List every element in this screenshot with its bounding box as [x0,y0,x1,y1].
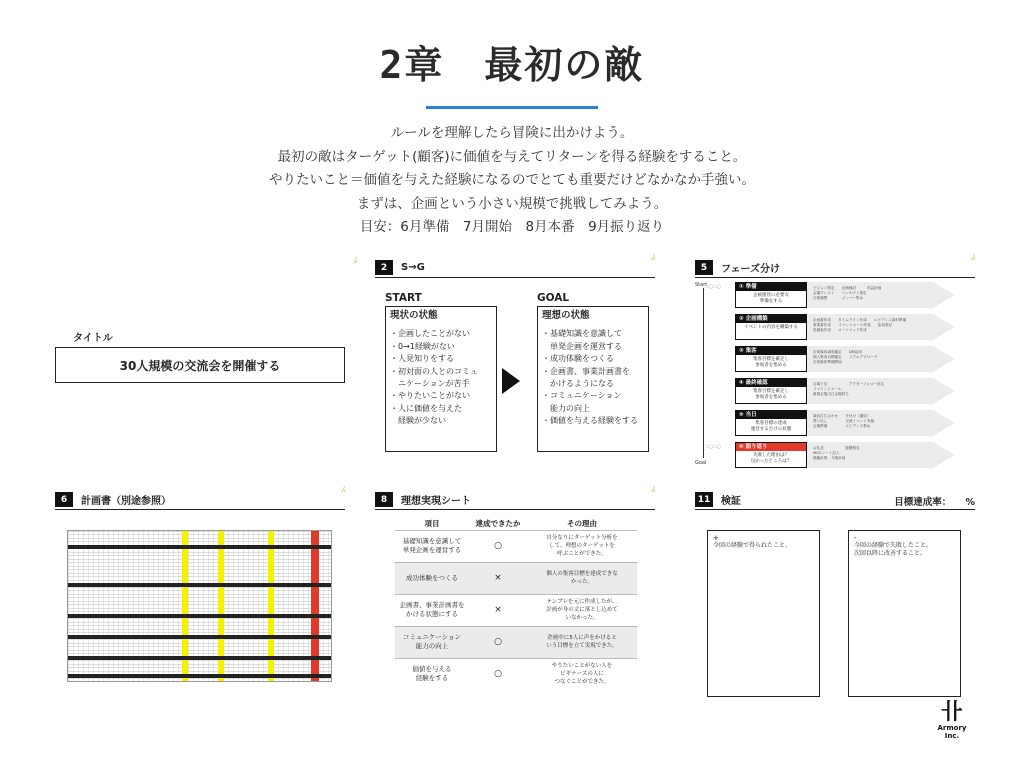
table-row [395,658,637,690]
sheet-section-bar [68,614,331,618]
plus-symbol: + [713,534,719,542]
phase-details: お礼状 経費報告 MOCシート記入 経験計算、今後計画 [813,446,860,460]
phase-name: ① 準備 [736,283,806,291]
intro-line: まずは、企画という小さい規模で挑戦してみよう。 [356,195,668,212]
phase-desc: 集客目標の達成 運営するだけの状態 [750,421,792,432]
phase-details: 最終打ち合わせ 片付け（撤収） 買い出し 交流イベント実施 会場準備 エビデンス集め [813,414,875,428]
phase-details: ビジョン策定 企画検討 収益計画 会場プレスト コンセプト策定 日程調整 メンバー集め [813,286,882,300]
page-title: 2章 最初の敵 [379,43,645,87]
start-sub: 現状の状態 [390,310,438,321]
phase-details: 告知媒体調査確定 DM活用 個人集客目標確定 リアルアプローチ 告知媒体準備開始 [813,350,878,364]
slide-number: 8 [375,492,393,507]
slide-header [695,253,975,278]
row-item: 企画書、事業計画書を かける状態にする [395,594,469,626]
slide-number: 5 [695,260,713,275]
start-box [385,306,497,452]
row-mark: ○ [469,658,527,690]
table-header: 達成できたか [475,519,521,529]
mini-logo-icon: ﾑ [651,485,655,494]
goal-item: ・価値を与える経験をする [542,416,638,426]
arrow-right-icon [502,368,520,394]
goal-item: 単発企画を運営する [542,341,622,351]
slide-title-text: 検証 [721,496,741,507]
phase-side-label: 二〇二〇 [705,444,721,449]
phase-desc: 集客目標を確定し 参加者を集める [753,389,789,400]
slide-number: 6 [55,492,73,507]
mini-logo-icon: ﾑ [971,253,975,262]
slide-number: 11 [695,492,713,507]
phase-name: ⑤ 当日 [736,411,806,419]
goal-column [537,292,649,452]
brand-logo [930,702,974,740]
phase-block [735,314,807,340]
armory-logo-icon: 卝 [940,700,963,725]
phase-row [735,314,960,340]
row-reason: やりたいことがない人を ビギナーズの人に つなぐことができた。 [527,658,637,690]
table-header: 項目 [424,519,440,529]
goal-item: ・企画書、事業計画書を [542,366,630,376]
row-item: 基礎知識を意識して 単発企画を運営する [395,530,469,562]
mini-logo-icon: ﾑ [651,253,655,262]
sheet-section-bar [68,656,331,660]
slide-phases [695,253,975,468]
intro-line: 目安：6月準備 7月開始 8月本番 9月振り返り [359,219,665,235]
slide-plan [55,485,345,700]
phase-desc: 集客目標を確定し 参加者を集める [753,357,789,368]
phase-block [735,410,807,436]
slide-review [695,490,975,700]
minus-symbol: - [854,534,857,542]
plus-text: 今回の経験で得られたこと。 [713,542,792,549]
intro-line: やりたいこと＝価値を与えた経験になるのでとても重要だけどなかなか手強い。 [269,172,755,188]
slide-number: 2 [375,260,393,275]
phase-row [735,378,960,404]
intro-line: ルールを理解したら冒険に出かけよう。 [390,125,634,141]
table-row [395,530,637,562]
start-item: ・人に価値を与えた [390,403,462,413]
goal-sub: 理想の状態 [542,310,590,321]
goal-item: ・基礎知識を意識して [542,329,622,339]
table-row [395,594,637,626]
mini-logo-icon: ﾑ [353,256,357,265]
start-item: ・0→1経験がない [390,341,455,351]
start-item: 経験が少ない [390,416,446,426]
phase-block [735,346,807,372]
goal-label: GOAL [537,292,570,304]
row-item: コミュニケーション 能力の向上 [395,626,469,658]
start-item: ・企画したことがない [390,329,470,339]
row-reason: 個人の集客目標を達成できな かった。 [527,562,637,594]
plus-box [707,530,820,697]
phase-block [735,378,807,404]
slide-s-to-g [375,253,655,468]
title-value: 30人規模の交流会を開催する [55,347,345,383]
slide-title-text: フェーズ分け [721,264,780,275]
phase-name: ② 企画構築 [736,315,806,323]
minus-text: 今回の経験で失敗したこと。 次回以降に改善すること。 [854,542,933,557]
row-reason: 企画中に5人に声をかけると いう目標を立て実現できた。 [527,626,637,658]
phase-name: ③ 集客 [736,347,806,355]
phase-row [735,410,960,436]
goal-box [537,306,649,452]
sheet-section-bar [68,583,331,587]
axis-start-label: Start [695,282,708,288]
phase-details: 会場下見 アクターフォロー再生 リマインドメール 新規会場当日会場待ち [813,382,885,396]
phase-desc: 失敗した理由は？ 良かったところは？ [750,453,792,464]
phase-row [735,442,960,468]
slide-title-text: S→G [401,262,425,273]
intro-line: 最初の敵はターゲット(顧客)に価値を与えてリターンを得る経験をすること。 [277,148,747,165]
row-item: 価値を与える 経験をする [395,658,469,690]
phase-desc: 企画運営に必要な 準備をする [753,293,789,304]
phase-block [735,442,807,468]
start-column [385,292,497,452]
phase-row [735,282,960,308]
row-item: 成功体験をつくる [395,562,469,594]
start-item: ・人見知りをする [390,354,454,364]
slide-ideal-sheet [375,485,655,700]
minus-box [848,530,961,697]
row-reason: テンプレを元に作成したが、 計画が身の丈に落とし込めて いなかった。 [527,594,637,626]
phase-desc: イベントの内容を構築する [744,325,798,330]
slide-header [375,485,655,510]
timeline-axis [703,288,704,458]
plan-spreadsheet [67,530,332,682]
row-mark: × [469,562,527,594]
phase-row [735,346,960,372]
brand-name: Armory Inc. [937,724,967,740]
title-underline [426,106,598,109]
mini-logo-icon: ﾑ [341,485,345,494]
slide-title-text: 計画書（別途参照） [81,496,171,507]
goal-item: かけるようになる [542,379,614,389]
slide-header [55,485,345,510]
start-item: ・初対面の人とのコミュ [390,366,478,376]
slide-header [375,253,655,278]
row-reason: 自分なりにターゲット分析を して、理想のターゲットを 呼ぶことができた。 [527,530,637,562]
intro-text [0,122,1024,240]
achievement-rate: 目標達成率： % [894,497,975,508]
slide-title [55,256,357,385]
sheet-section-bar [68,674,331,678]
phase-side-label: 二〇二〇 [705,284,721,289]
start-item: ・やりたいことがない [390,391,470,401]
phase-name: ⑥ 振り返り [736,443,806,451]
row-mark: ○ [469,626,527,658]
title-label: タイトル [73,333,113,344]
phase-name: ④ 最終確認 [736,379,806,387]
table-row [395,562,637,594]
sheet-section-bar [68,545,331,549]
row-mark: ○ [469,530,527,562]
sheet-section-bar [68,635,331,639]
table-row [395,626,637,658]
axis-goal-label: Goal [695,460,707,466]
slide-title-text: 理想実現シート [401,496,471,507]
start-label: START [385,292,422,304]
goal-item: ・コミュニケーション [542,391,622,401]
row-mark: × [469,594,527,626]
phase-block [735,282,807,308]
ideal-table [395,518,637,690]
start-item: ニケーションが苦手 [390,379,470,389]
phase-details: 企画書作成 タイムライン作成 エビデンス資料準備 事業書作成 イベントページ作成 参加者記 役割表作成 ロードマップ作成 [813,318,907,332]
goal-item: 能力の向上 [542,403,590,413]
table-header: その理由 [567,519,597,529]
goal-item: ・成功体験をつくる [542,354,614,364]
